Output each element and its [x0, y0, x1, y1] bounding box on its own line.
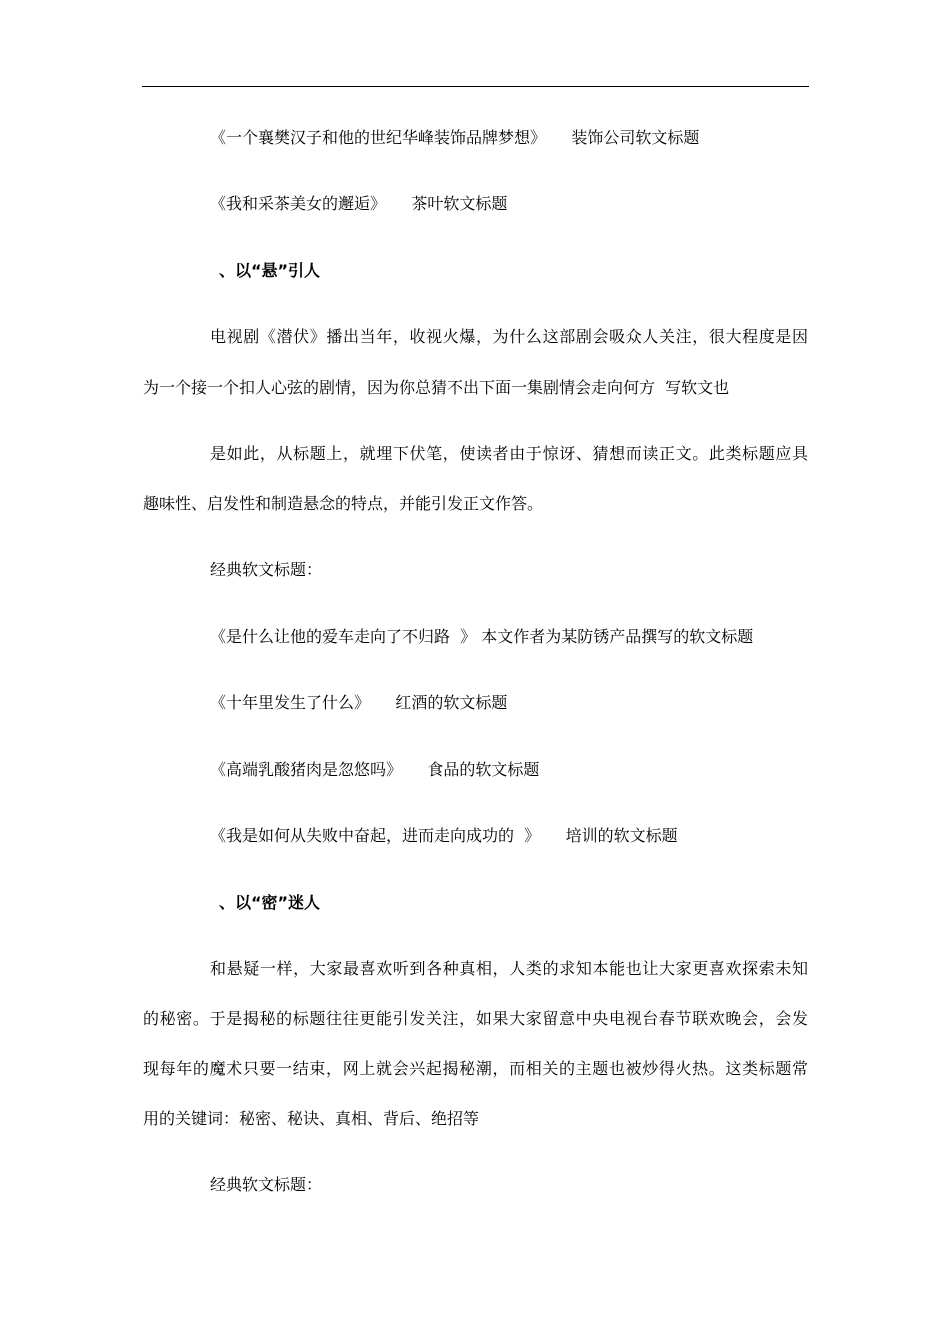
- paragraph-line: 现每年的魔术只要一结束，网上就会兴起揭秘潮，而相关的主题也被炒得火热。这类标题常: [143, 1059, 808, 1078]
- subheading-classic-titles: 经典软文标题：: [210, 1175, 323, 1194]
- paragraph-line: 为一个接一个扣人心弦的剧情，因为你总猜不出下面一集剧情会走向何方 写软文也: [143, 378, 730, 397]
- paragraph-line: 电视剧《潜伏》播出当年，收视火爆，为什么这部剧会吸众人关注，很大程度是因: [210, 327, 808, 346]
- paragraph-line: 的秘密。于是揭秘的标题往往更能引发关注，如果大家留意中央电视台春节联欢晚会，会发: [143, 1009, 808, 1028]
- header-rule: [142, 86, 809, 87]
- paragraph-line: 是如此，从标题上，就埋下伏笔，使读者由于惊讶、猜想而读正文。此类标题应具: [210, 444, 808, 463]
- example-title-training: 《我是如何从失败中奋起，进而走向成功的 》 培训的软文标题: [210, 826, 678, 845]
- example-title-car: 《是什么让他的爱车走向了不归路 》 本文作者为某防锈产品撰写的软文标题: [210, 627, 754, 646]
- example-title-decoration: 《一个襄樊汉子和他的世纪华峰装饰品牌梦想》 装饰公司软文标题: [210, 128, 700, 147]
- example-title-pork: 《高端乳酸猪肉是忽悠吗》 食品的软文标题: [210, 760, 540, 779]
- subheading-classic-titles: 经典软文标题：: [210, 560, 323, 579]
- example-title-wine: 《十年里发生了什么》 红酒的软文标题: [210, 693, 508, 712]
- paragraph-line: 趣味性、启发性和制造悬念的特点，并能引发正文作答。: [143, 494, 544, 513]
- paragraph-line: 和悬疑一样，大家最喜欢听到各种真相，人类的求知本能也让大家更喜欢探索未知: [210, 959, 808, 978]
- section-heading-secret: 、以“密”迷人: [219, 893, 321, 912]
- section-heading-suspense: 、以“悬”引人: [219, 261, 321, 280]
- paragraph-line: 用的关键词：秘密、秘诀、真相、背后、绝招等: [143, 1109, 480, 1128]
- example-title-tea: 《我和采茶美女的邂逅》 茶叶软文标题: [210, 194, 508, 213]
